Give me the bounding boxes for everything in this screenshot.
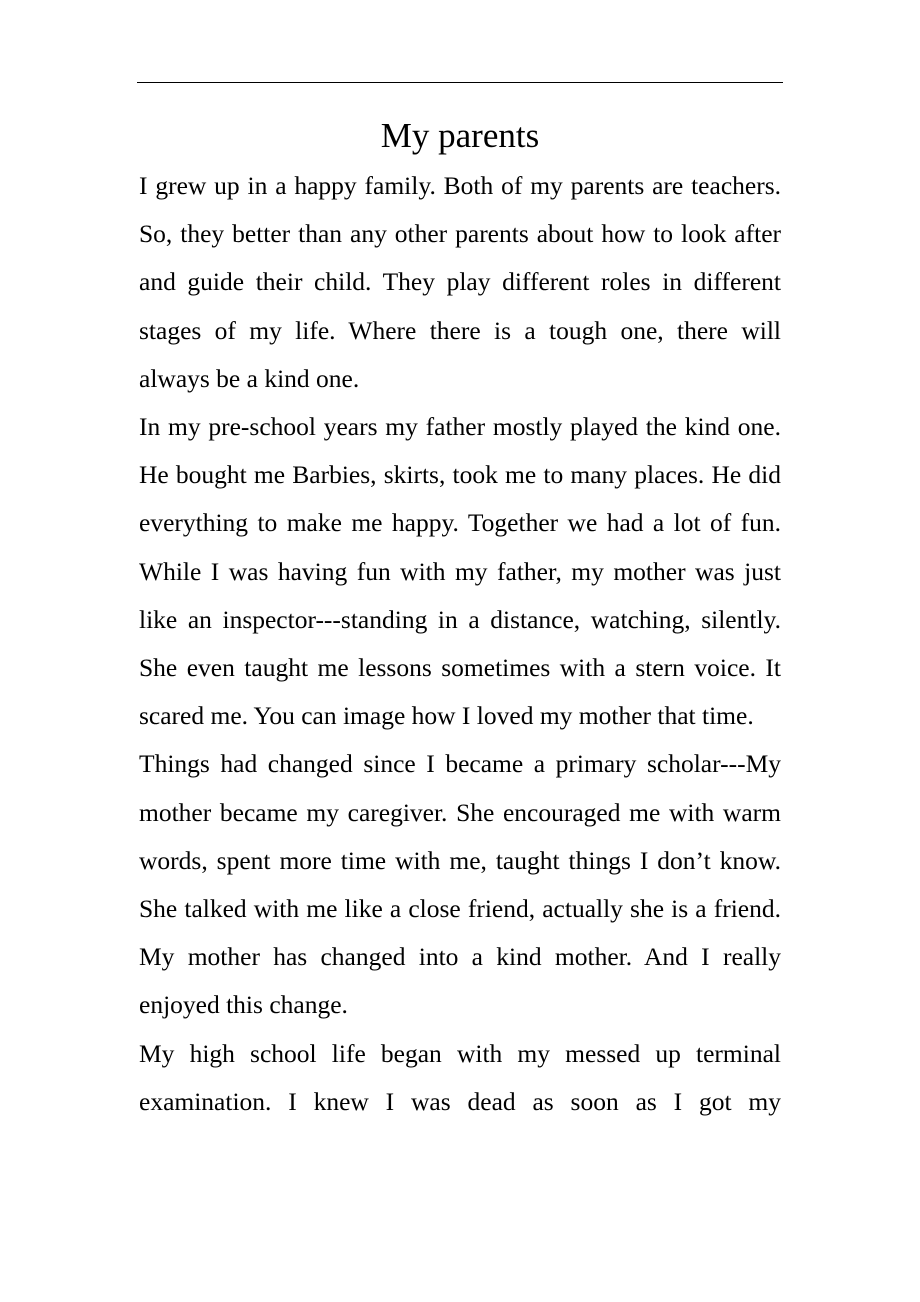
paragraph-4: My high school life began with my messed up terminal examination. I knew I was dead as soon as I got my xyxy=(139,1038,781,1116)
header-rule xyxy=(137,82,783,83)
paragraph-1: I grew up in a happy family. Both of my parents are teachers. So, they better than any other parents about how to look after and guide their child. They play different roles in different stages of my life. Where there is a tough one, there will always be a kind one. xyxy=(139,171,781,393)
paragraph-3: Things had changed since I became a primary scholar---My mother became my caregiver. She encouraged me with warm words, spent more time with me, taught things I don’t know. She talked with me like a close friend, actually she is a friend. My mother has changed into a kind mother. And I really enjoyed this change. xyxy=(139,749,781,1020)
document-title: My parents xyxy=(380,116,540,155)
paragraph-2: In my pre-school years my father mostly played the kind one. He bought me Barbies, skirts, took me to many places. He did everything to make me happy. Together we had a lot of fun. While I was having fun with my father, my mother was just like an inspector---standing in a distance, watching, silently. She even taught me lessons sometimes with a stern voice. It scared me. You can image how I loved my mother that time. xyxy=(139,412,781,731)
document-body xyxy=(139,110,781,1126)
